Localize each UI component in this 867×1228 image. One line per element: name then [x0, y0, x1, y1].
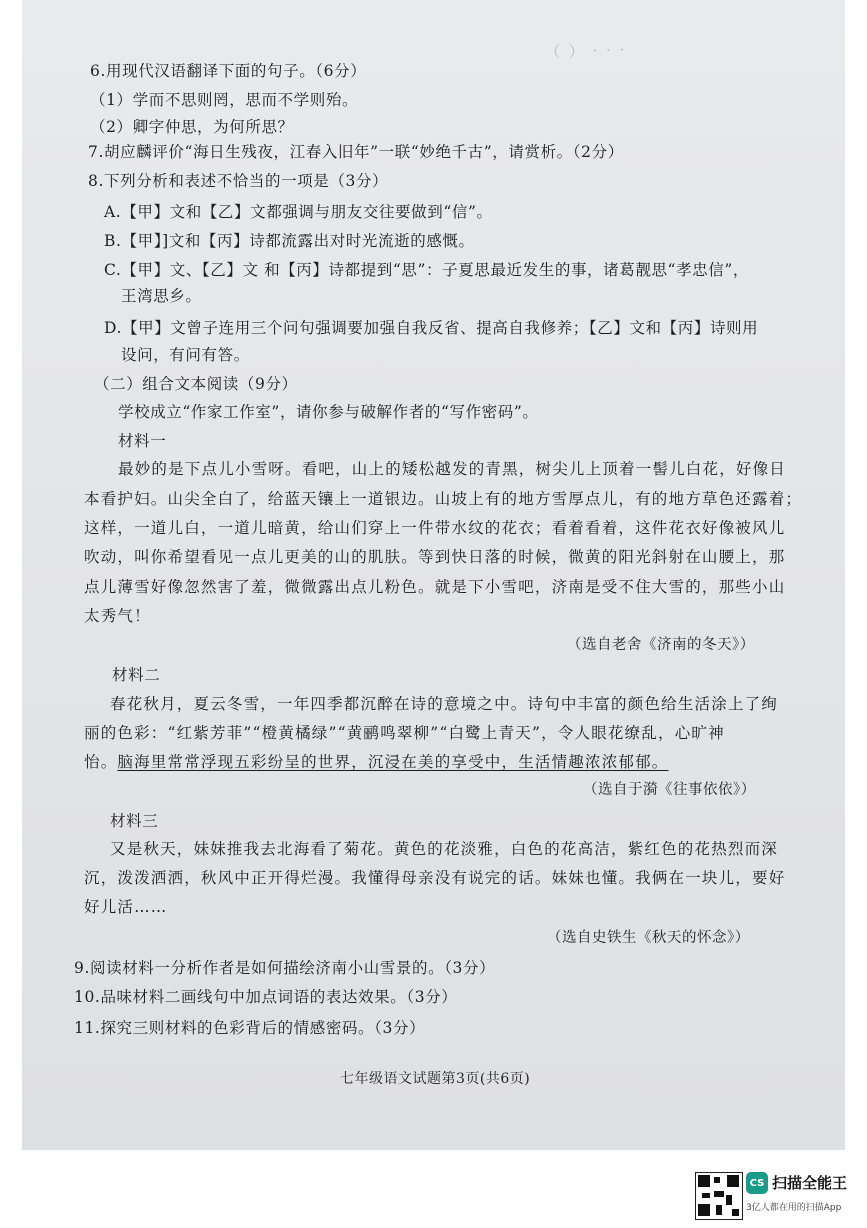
material-3-line: 又是秋天，妹妹推我去北海看了菊花。黄色的花淡雅，白色的花高洁，紫红色的花热烈而深: [110, 840, 779, 858]
material-1-line: 本看护妇。山尖全白了，给蓝天镶上一道银边。山坡上有的地方雪厚点儿，有的地方草色还露着；: [84, 490, 803, 508]
material-3-line: 好儿活……: [84, 898, 168, 916]
underlined-sentence: 脑海里常常浮现五彩纷呈的世界，沉浸在美的享受中，生活情趣浓浓郁郁。: [117, 753, 669, 771]
material-3-line: 沉，泼泼洒洒，秋风中正开得烂漫。我懂得母亲没有说完的话。妹妹也懂。我俩在一块儿，要好: [84, 869, 786, 887]
material-2-line-3-plain: 怡。: [84, 753, 118, 771]
page-footer: 七年级语文试题第3页(共6页): [340, 1071, 531, 1087]
material-1-line: 最妙的是下点儿小雪呀。看吧，山上的矮松越发的青黑，树尖儿上顶着一髻儿白花，好像日: [118, 460, 787, 478]
section-intro: 学校成立“作家工作室”，请你参与破解作者的“写作密码”。: [118, 403, 539, 421]
material-1-line: 吹动，叫你希望看见一点儿更美的山的肌肤。等到快日落的时候，微黄的阳光斜射在山腰上，那: [84, 548, 786, 566]
question-8: 8.下列分析和表述不恰当的一项是（3分）: [88, 172, 389, 190]
bleed-through-mark: （ ） · · ·: [544, 40, 627, 62]
question-11: 11.探究三则材料的色彩背后的情感密码。（3分）: [74, 1019, 426, 1037]
question-8-option-b: B.【甲】]文和【丙】诗都流露出对时光流逝的感慨。: [104, 232, 475, 250]
question-8-option-c: C.【甲】文、【乙】文 和【丙】诗都提到“思”：子夏思最近发生的事，诸葛靓思“孝忠信”，: [104, 261, 750, 279]
material-1-source: （选自老舍《济南的冬天》）: [567, 637, 755, 653]
material-2-line-3: [84, 751, 669, 773]
scanner-tagline: 3亿人都在用的扫描App: [746, 1203, 842, 1213]
question-10: 10.品味材料二画线句中加点词语的表达效果。（3分）: [74, 988, 458, 1006]
material-1-line: 太秀气！: [84, 607, 151, 625]
qr-code-icon: [695, 1172, 743, 1220]
question-8-option-c-cont: 王湾思乡。: [121, 287, 202, 305]
material-1-line: 点儿薄雪好像忽然害了羞，微微露出点儿粉色。就是下小雪吧，济南是受不住大雪的，那些小山: [84, 578, 786, 596]
section-heading: （二）组合文本阅读（9分）: [94, 375, 298, 393]
material-2-title: 材料二: [112, 666, 161, 684]
scanner-app-name: 扫描全能王: [772, 1174, 848, 1192]
question-9: 9.阅读材料一分析作者是如何描绘济南小山雪景的。（3分）: [74, 959, 496, 977]
material-3-source: （选自史铁生《秋天的怀念》）: [547, 930, 750, 946]
material-1-title: 材料一: [118, 432, 167, 450]
question-6: 6.用现代汉语翻译下面的句子。（6分）: [90, 62, 367, 80]
camscanner-logo-icon: CS: [746, 1172, 768, 1194]
question-6-item-1: （1）学而不思则罔，思而不学则殆。: [90, 91, 359, 109]
material-3-title: 材料三: [110, 812, 159, 830]
question-8-option-d-cont: 设问，有问有答。: [121, 346, 250, 364]
material-2-line: 春花秋月，夏云冬雪，一年四季都沉醉在诗的意境之中。诗句中丰富的颜色给生活涂上了绚: [110, 695, 779, 713]
question-6-item-2: （2）卿字仲思，为何所思？: [90, 118, 294, 136]
material-1-line: 这样，一道儿白，一道儿暗黄，给山们穿上一件带水纹的花衣；看着看着，这件花衣好像被风儿: [84, 519, 786, 537]
question-8-option-a: A.【甲】文和【乙】文都强调与朋友交往要做到“信”。: [104, 203, 493, 221]
material-2-line: 丽的色彩：“红紫芳菲”“橙黄橘绿”“黄鹂鸣翠柳”“白鹭上青天”，令人眼花缭乱，心旷神: [84, 724, 725, 742]
question-8-option-d: D.【甲】文曾子连用三个问句强调要加强自我反省、提高自我修养；【乙】文和【丙】诗则用: [104, 319, 759, 337]
material-2-source: （选自于漪《往事依依》）: [583, 782, 756, 798]
question-7: 7.胡应麟评价“海日生残夜，江春入旧年”一联“妙绝千古”，请赏析。（2分）: [88, 143, 624, 161]
